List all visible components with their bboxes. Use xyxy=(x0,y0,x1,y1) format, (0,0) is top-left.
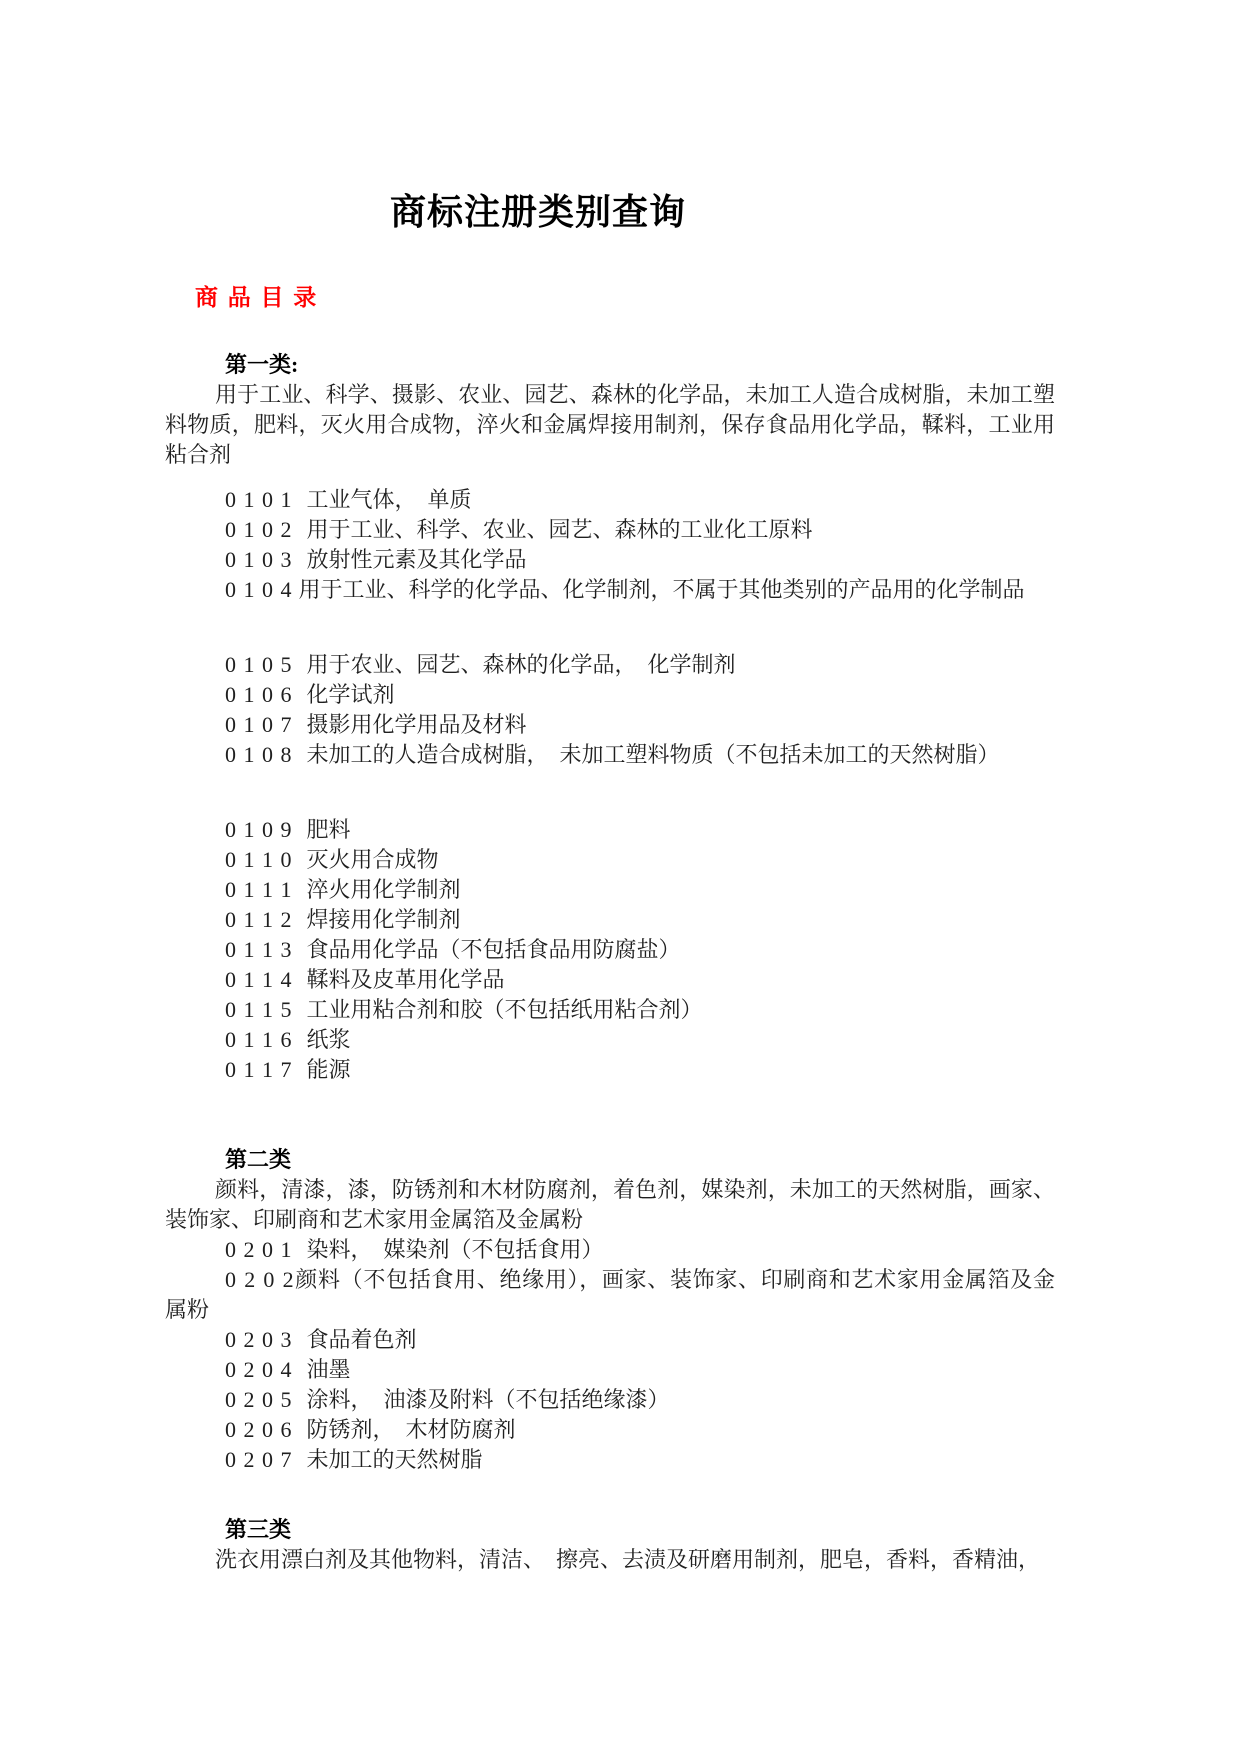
item-line-1 xyxy=(165,1265,1055,1295)
item-code: 0 1 0 4 xyxy=(225,577,293,602)
category-2-description: 颜料，清漆，漆，防锈剂和木材防腐剂，着色剂，媒染剂，未加工的天然树脂，画家、装饰家、印刷商和艺术家用金属箔及金属粉 xyxy=(165,1177,1055,1232)
list-item-0115 xyxy=(165,995,1055,1025)
list-item-0108 xyxy=(165,740,1055,770)
list-item-0106 xyxy=(165,680,1055,710)
category-1-description: 用于工业、科学、摄影、农业、园艺、森林的化学品，未加工人造合成树脂，未加工塑料物质，肥料，灭火用合成物，淬火和金属焊接用制剂，保存食品用化学品，鞣料，工业用粘合剂 xyxy=(165,382,1055,467)
catalog-heading: 商 品 目 录 xyxy=(195,285,319,310)
document-title: 商标注册类别查询 xyxy=(390,192,687,232)
item-text: 用于工业、科学、农业、园艺、森林的工业化工原料 xyxy=(306,517,813,542)
item-code: 0 2 0 5 xyxy=(225,1387,293,1412)
item-text: 焊接用化学制剂 xyxy=(306,907,461,932)
list-item-0101 xyxy=(165,485,1055,515)
item-text: 未加工的天然树脂 xyxy=(306,1447,483,1472)
list-item-0104 xyxy=(165,575,1055,605)
category-section-3 xyxy=(165,1515,1055,1575)
item-code: 0 2 0 6 xyxy=(225,1417,293,1442)
list-item-0113 xyxy=(165,935,1055,965)
item-text: 化学试剂 xyxy=(306,682,395,707)
item-code: 0 1 0 1 xyxy=(225,487,293,512)
list-item-0207 xyxy=(165,1445,1055,1475)
item-text: 摄影用化学用品及材料 xyxy=(306,712,527,737)
list-item-0203 xyxy=(165,1325,1055,1355)
list-item-0116 xyxy=(165,1025,1055,1055)
item-text: 用于工业、科学的化学品、化学制剂，不属于其他类别的产品用的化学制品 xyxy=(298,577,1025,602)
item-text: 染料， 媒染剂（不包括食用） xyxy=(306,1237,604,1262)
list-item-0206 xyxy=(165,1415,1055,1445)
item-code: 0 1 0 9 xyxy=(225,817,293,842)
item-code: 0 1 1 1 xyxy=(225,877,293,902)
category-3-heading: 第三类 xyxy=(225,1517,292,1542)
item-code: 0 1 0 2 xyxy=(225,517,293,542)
item-code: 0 1 1 5 xyxy=(225,997,293,1022)
item-line-2: 属粉 xyxy=(165,1297,210,1322)
list-item-0201 xyxy=(165,1235,1055,1265)
list-item-0107 xyxy=(165,710,1055,740)
item-code: 0 1 1 6 xyxy=(225,1027,293,1052)
item-text: 未加工的人造合成树脂， 未加工塑料物质（不包括未加工的天然树脂） xyxy=(306,742,1000,767)
item-text: 工业用粘合剂和胶（不包括纸用粘合剂） xyxy=(306,997,703,1022)
item-code: 0 1 0 8 xyxy=(225,742,293,767)
item-text: 防锈剂， 木材防腐剂 xyxy=(306,1417,516,1442)
category-1-heading: 第一类: xyxy=(225,352,299,377)
category-section-2 xyxy=(165,1145,1055,1475)
item-text: 灭火用合成物 xyxy=(306,847,439,872)
item-text: 淬火用化学制剂 xyxy=(306,877,461,902)
item-code: 0 2 0 2 xyxy=(225,1267,295,1292)
item-text: 放射性元素及其化学品 xyxy=(306,547,527,572)
item-code: 0 1 1 4 xyxy=(225,967,293,992)
blank-line xyxy=(165,605,1055,650)
list-item-0204 xyxy=(165,1355,1055,1385)
category-2-heading: 第二类 xyxy=(225,1147,292,1172)
list-item-0112 xyxy=(165,905,1055,935)
blank-line xyxy=(165,770,1055,815)
list-item-0114 xyxy=(165,965,1055,995)
item-code: 0 2 0 4 xyxy=(225,1357,293,1382)
item-text: 颜料（不包括食用、绝缘用），画家、装饰家、印刷商和艺术家用金属箔及金 xyxy=(294,1267,1055,1292)
list-item-0102 xyxy=(165,515,1055,545)
item-text: 食品着色剂 xyxy=(306,1327,417,1352)
item-code: 0 1 1 7 xyxy=(225,1057,293,1082)
item-code: 0 1 0 6 xyxy=(225,682,293,707)
category-section-1 xyxy=(165,350,1055,1085)
item-code: 0 1 0 7 xyxy=(225,712,293,737)
item-code: 0 1 1 2 xyxy=(225,907,293,932)
item-text: 鞣料及皮革用化学品 xyxy=(306,967,505,992)
list-item-0117 xyxy=(165,1055,1055,1085)
category-3-description: 洗衣用漂白剂及其他物料，清洁、 擦亮、去渍及研磨用制剂，肥皂，香料，香精油， xyxy=(215,1547,1041,1572)
item-code: 0 2 0 7 xyxy=(225,1447,293,1472)
item-text: 油墨 xyxy=(306,1357,351,1382)
item-text: 肥料 xyxy=(306,817,351,842)
item-code: 0 1 1 0 xyxy=(225,847,293,872)
list-item-0105 xyxy=(165,650,1055,680)
item-text: 用于农业、园艺、森林的化学品， 化学制剂 xyxy=(306,652,736,677)
item-code: 0 1 0 5 xyxy=(225,652,293,677)
item-text: 能源 xyxy=(306,1057,351,1082)
list-item-0202 xyxy=(165,1265,1055,1325)
item-code: 0 1 1 3 xyxy=(225,937,293,962)
item-text: 涂料， 油漆及附料（不包括绝缘漆） xyxy=(306,1387,670,1412)
list-item-0111 xyxy=(165,875,1055,905)
item-text: 工业气体， 单质 xyxy=(306,487,472,512)
item-code: 0 2 0 3 xyxy=(225,1327,293,1352)
list-item-0109 xyxy=(165,815,1055,845)
list-item-0110 xyxy=(165,845,1055,875)
item-text: 食品用化学品（不包括食品用防腐盐） xyxy=(306,937,681,962)
list-item-0103 xyxy=(165,545,1055,575)
item-code: 0 1 0 3 xyxy=(225,547,293,572)
item-code: 0 2 0 1 xyxy=(225,1237,293,1262)
list-item-0205 xyxy=(165,1385,1055,1415)
item-text: 纸浆 xyxy=(306,1027,351,1052)
